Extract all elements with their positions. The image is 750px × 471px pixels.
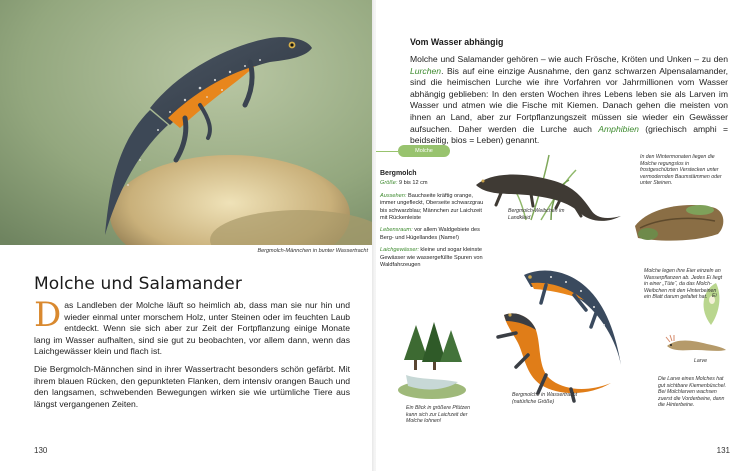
- page-title: Molche und Salamander: [34, 274, 242, 294]
- term-lurchen: Lurchen: [410, 65, 442, 76]
- species-habitat: [380, 227, 490, 242]
- forest-puddle-illustration: [396, 320, 468, 400]
- left-page: [0, 0, 374, 471]
- photo-caption: Bergmolch-Männchen in bunter Wassertracht: [257, 248, 368, 254]
- larva-illustration: [662, 332, 728, 358]
- spawning-label: Laichgewässer:: [380, 247, 419, 254]
- larva-label: Larve: [694, 358, 707, 364]
- note-eggs: Molche legen ihre Eier einzeln an Wasserpflanzen ab. Jedes Ei liegt in einer „Tüte“, da das Molch-Weibchen mit den Hinterbeinen ein Blatt darum gefaltet hat.: [644, 268, 723, 301]
- body-text-1: Molche und Salamander gehören – wie auch Frösche, Kröten und Unken – zu den: [410, 54, 728, 64]
- egg-label: Ei: [712, 293, 717, 299]
- left-body-text: [34, 295, 350, 416]
- size-label: Größe:: [380, 180, 398, 187]
- right-body-text: [410, 54, 728, 147]
- category-pill: Molche: [398, 145, 450, 157]
- habitat-value: vor allem Waldgebiete des Berg- und Hügellandes (Name!): [380, 227, 480, 241]
- note-land-female: Bergmolch-Weibchen im Landkleid: [508, 208, 565, 221]
- body-text-2: . Bis auf eine einzige Ausnahme, den ganz schwarzen Alpensalamander, sind die heimischen Lurche wie ihre Vorfahren vor Jahrmillionen vom Wasser abhängig geblieben: In den ersten Wochen ihres Lebens leben sie als Larven im Wasser und atmen wie die Fische mit Kiemen. Danach gehen die meisten von ihnen an Land, aber zur Fortpflanzungszeit müssen sie wieder ein Gewässer aufsuchen. Daher werden die Lurche auch: [410, 65, 728, 134]
- term-amphibien: Amphibien: [598, 123, 639, 134]
- habitat-label: Lebensraum:: [380, 227, 413, 234]
- water-newts-illustration: [476, 255, 646, 405]
- pill-connector: [376, 151, 398, 152]
- appearance-value: Bauchseite kräftig orange, immer ungefleckt, Oberseite schwarzgrau bis schwarzblau; Männchen zur Laichzeit mit Rückenleiste: [380, 192, 484, 222]
- paragraph-2: Die Bergmolch-Männchen sind in ihrer Wassertracht besonders schön gefärbt. Mit ihrem blauen Rücken, den gepunkteten Flanken, dem intensiv orangen Bauch und den langsamen, schwebenden Bewegungen wirken sie wie urtümliche Tiere aus längst vergangenen Zeiten.: [34, 363, 350, 409]
- drop-cap: D: [34, 295, 62, 335]
- species-name: Bergmolch: [380, 170, 417, 177]
- paragraph-1: [34, 295, 350, 358]
- note-winter: In den Wintermonaten liegen die Molche regungslos in frostgeschützten Verstecken unter vermodernden Baumstämmen oder unter Steinen.: [640, 154, 722, 187]
- size-value: 9 bis 12 cm: [397, 180, 428, 187]
- paragraph-1-text: as Landleben der Molche läuft so heimlich ab, dass man sie nur hin und wieder einmal unter morschem Holz, unter Steinen oder im feuchten Laub entdeckt. Wenn sie sich aber zur Zeit der Fortpflanzung einige Monate lang im Wasser aufhalten, sind sie gut zu beobachten, vor allem dann, wenn das Laichgewässer klein und flach ist.: [34, 300, 350, 357]
- right-page: [376, 0, 750, 471]
- page-number-left: 130: [34, 446, 48, 455]
- body-text-3: (griechisch amphi = beidseitig, bios = Leben) genannt.: [410, 123, 728, 146]
- note-larva: Die Larve eines Molches hat gut sichtbare Kiemenbüschel. Bei Molchlarven wachsen zuerst die Vorderbeine, dann die Hinterbeine.: [658, 376, 727, 409]
- note-water-dress: Bergmolche in Wassertracht (natürliche Größe): [512, 392, 578, 405]
- spawning-value: kleine und sogar kleinste Gewässer wie wassergefüllte Spuren von Waldfahrzeugen: [380, 247, 483, 269]
- page-number-right: 131: [716, 446, 730, 455]
- newt-photo: [0, 0, 374, 245]
- species-spawning: [380, 247, 490, 269]
- section-title: Vom Wasser abhängig: [410, 37, 504, 47]
- appearance-label: Aussehen:: [380, 192, 407, 199]
- log-illustration: [630, 196, 726, 244]
- note-puddles: Ein Blick in größere Pfützen kann sich zur Laichzeit der Molche lohnen!: [406, 405, 471, 425]
